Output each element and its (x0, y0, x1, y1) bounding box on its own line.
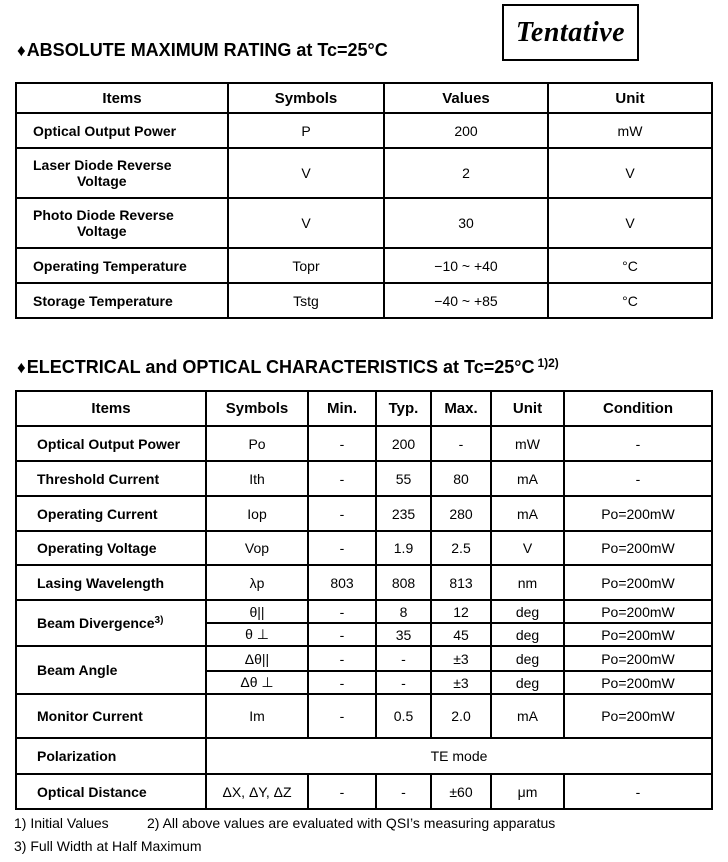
value-cell: ±3 (431, 646, 491, 671)
footnote-evaluation: 2) All above values are evaluated with QSI’s measuring apparatus (147, 815, 556, 831)
value-cell: mA (491, 694, 564, 738)
value-cell: TE mode (206, 738, 712, 774)
value-cell: Po=200mW (564, 646, 712, 671)
absolute-maximum-rating-table (15, 82, 713, 319)
diamond-bullet-icon: ♦ (17, 358, 26, 377)
value-cell: 0.5 (376, 694, 431, 738)
table-row (16, 565, 712, 600)
value-cell: - (308, 600, 376, 623)
item-cell: Laser Diode Reverse Voltage (16, 148, 228, 198)
value-cell: - (376, 646, 431, 671)
value-cell: - (308, 694, 376, 738)
value-cell: mW (548, 113, 712, 148)
diamond-bullet-icon: ♦ (17, 41, 26, 60)
heading-superscript: 1)2) (537, 356, 559, 370)
item-cell: Threshold Current (16, 461, 206, 496)
value-cell: nm (491, 565, 564, 600)
value-cell: - (308, 623, 376, 646)
table-row (16, 461, 712, 496)
value-cell: 12 (431, 600, 491, 623)
section-heading-electrical-optical-characteristics (17, 356, 559, 378)
value-cell: 2 (384, 148, 548, 198)
table-row (16, 148, 712, 198)
value-cell: 200 (384, 113, 548, 148)
table-row (16, 694, 712, 738)
footnote-line-2: 3) Full Width at Half Maximum (14, 838, 202, 854)
value-cell: λp (206, 565, 308, 600)
table-row (16, 738, 712, 774)
column-header: Unit (548, 83, 712, 113)
item-cell: Monitor Current (16, 694, 206, 738)
value-cell: θ ⊥ (206, 623, 308, 646)
value-cell: deg (491, 646, 564, 671)
table-row (16, 113, 712, 148)
item-cell: Optical Distance (16, 774, 206, 809)
data-table (15, 390, 713, 810)
value-cell: 2.0 (431, 694, 491, 738)
item-cell: Polarization (16, 738, 206, 774)
value-cell: mW (491, 426, 564, 461)
item-cell: Optical Output Power (16, 426, 206, 461)
value-cell: V (228, 148, 384, 198)
value-cell: V (228, 198, 384, 248)
table-row (16, 600, 712, 623)
value-cell: mA (491, 496, 564, 531)
value-cell: Δθ ⊥ (206, 671, 308, 694)
value-cell: - (564, 774, 712, 809)
value-cell: V (548, 198, 712, 248)
value-cell: Po=200mW (564, 565, 712, 600)
column-header: Symbols (206, 391, 308, 426)
table-row (16, 774, 712, 809)
table-row (16, 531, 712, 565)
value-cell: °C (548, 283, 712, 318)
column-header: Values (384, 83, 548, 113)
value-cell: V (548, 148, 712, 198)
value-cell: Po=200mW (564, 623, 712, 646)
item-cell: Optical Output Power (16, 113, 228, 148)
value-cell: deg (491, 600, 564, 623)
column-header: Symbols (228, 83, 384, 113)
value-cell: V (491, 531, 564, 565)
value-cell: −40 ~ +85 (384, 283, 548, 318)
item-cell: Storage Temperature (16, 283, 228, 318)
value-cell: −10 ~ +40 (384, 248, 548, 283)
item-cell: Operating Temperature (16, 248, 228, 283)
item-cell: Photo Diode Reverse Voltage (16, 198, 228, 248)
value-cell: - (376, 774, 431, 809)
value-cell: Topr (228, 248, 384, 283)
heading-text: ELECTRICAL and OPTICAL CHARACTERISTICS at Tc=25°C (26, 357, 535, 377)
column-header: Max. (431, 391, 491, 426)
value-cell: - (308, 461, 376, 496)
value-cell: - (308, 671, 376, 694)
value-cell: Ith (206, 461, 308, 496)
value-cell: Po=200mW (564, 531, 712, 565)
value-cell: - (431, 426, 491, 461)
value-cell: Tstg (228, 283, 384, 318)
header-row (16, 391, 712, 426)
value-cell: 235 (376, 496, 431, 531)
item-cell: Operating Voltage (16, 531, 206, 565)
value-cell: Po (206, 426, 308, 461)
footnote-initial-values: 1) Initial Values (14, 815, 109, 831)
value-cell: 280 (431, 496, 491, 531)
value-cell: Δθ|| (206, 646, 308, 671)
value-cell: - (308, 426, 376, 461)
table-row (16, 496, 712, 531)
value-cell: 808 (376, 565, 431, 600)
column-header: Condition (564, 391, 712, 426)
value-cell: 80 (431, 461, 491, 496)
value-cell: Po=200mW (564, 694, 712, 738)
value-cell: Po=200mW (564, 600, 712, 623)
value-cell: 35 (376, 623, 431, 646)
value-cell: 813 (431, 565, 491, 600)
section-heading-absolute-maximum-rating (17, 40, 388, 61)
value-cell: 1.9 (376, 531, 431, 565)
value-cell: Po=200mW (564, 671, 712, 694)
value-cell: - (308, 774, 376, 809)
item-cell: Beam Angle (16, 646, 206, 694)
value-cell: mA (491, 461, 564, 496)
data-table (15, 82, 713, 319)
value-cell: - (308, 531, 376, 565)
value-cell: μm (491, 774, 564, 809)
column-header: Items (16, 391, 206, 426)
value-cell: Vop (206, 531, 308, 565)
value-cell: Im (206, 694, 308, 738)
value-cell: - (308, 496, 376, 531)
value-cell: Iop (206, 496, 308, 531)
value-cell: 55 (376, 461, 431, 496)
table-row (16, 248, 712, 283)
value-cell: 30 (384, 198, 548, 248)
column-header: Typ. (376, 391, 431, 426)
value-cell: ±60 (431, 774, 491, 809)
column-header: Min. (308, 391, 376, 426)
value-cell: 45 (431, 623, 491, 646)
table-row (16, 646, 712, 671)
tentative-stamp: Tentative (502, 4, 639, 61)
value-cell: Po=200mW (564, 496, 712, 531)
value-cell: 2.5 (431, 531, 491, 565)
electrical-optical-characteristics-table (15, 390, 713, 810)
value-cell: 8 (376, 600, 431, 623)
item-cell: Beam Divergence$^{3)}$ (16, 600, 206, 646)
table-row (16, 198, 712, 248)
value-cell: - (308, 646, 376, 671)
value-cell: ±3 (431, 671, 491, 694)
value-cell: θ|| (206, 600, 308, 623)
header-row (16, 83, 712, 113)
item-cell: Lasing Wavelength (16, 565, 206, 600)
column-header: Items (16, 83, 228, 113)
item-cell: Operating Current (16, 496, 206, 531)
table-row (16, 426, 712, 461)
value-cell: ΔX, ΔY, ΔZ (206, 774, 308, 809)
heading-text: ABSOLUTE MAXIMUM RATING at Tc=25°C (26, 40, 388, 60)
value-cell: P (228, 113, 384, 148)
value-cell: - (564, 461, 712, 496)
value-cell: deg (491, 671, 564, 694)
value-cell: deg (491, 623, 564, 646)
value-cell: - (376, 671, 431, 694)
table-row (16, 283, 712, 318)
value-cell: 200 (376, 426, 431, 461)
value-cell: 803 (308, 565, 376, 600)
value-cell: - (564, 426, 712, 461)
value-cell: °C (548, 248, 712, 283)
footnote-line-1 (14, 815, 555, 831)
column-header: Unit (491, 391, 564, 426)
